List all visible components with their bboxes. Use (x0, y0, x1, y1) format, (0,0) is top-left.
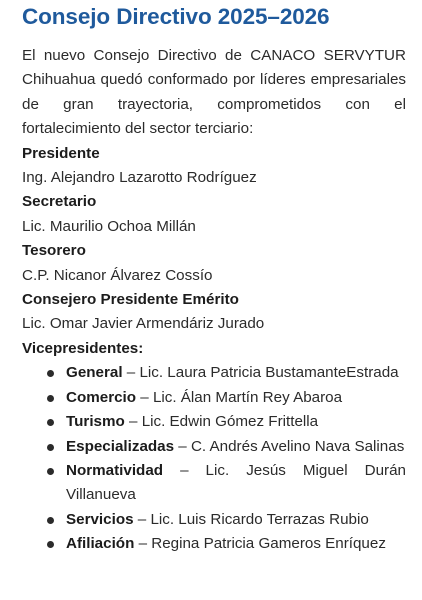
bullet-icon (47, 444, 54, 451)
vice-separator: – (124, 413, 142, 431)
vice-area: Servicios (66, 510, 134, 528)
bullet-icon (47, 541, 54, 548)
bullet-icon (47, 419, 54, 426)
list-item (22, 386, 406, 410)
vice-person: C. Andrés Avelino Nava Salinas (190, 437, 405, 455)
vice-area: Turismo (66, 413, 125, 431)
vice-person: Regina Patricia Gameros Enríquez (151, 535, 386, 553)
list-item (22, 435, 406, 459)
bullet-icon (47, 370, 54, 377)
bullet-icon (47, 468, 54, 475)
vice-presidents-list (22, 361, 406, 556)
role-treasurer: Tesorero (22, 242, 86, 260)
vice-person: Lic. Edwin Gómez Frittella (141, 413, 319, 431)
section-title: Consejo Directivo 2025–2026 (22, 4, 330, 29)
board-positions (22, 142, 406, 337)
vice-separator: – (136, 388, 153, 406)
vice-separator: – (174, 437, 191, 455)
person-treasurer: C.P. Nicanor Álvarez Cossío (22, 266, 213, 284)
vice-person: Lic. Jesús Miguel Durán Villanueva (66, 461, 406, 504)
role-emeritus: Consejero Presidente Emérito (22, 291, 239, 309)
vice-separator: – (134, 535, 152, 553)
vice-area: General (66, 364, 123, 382)
vice-area: Afiliación (66, 535, 135, 553)
bullet-icon (47, 517, 54, 524)
list-item (22, 410, 406, 434)
vice-area: Especializadas (66, 437, 175, 455)
vice-separator: – (133, 510, 151, 528)
vice-area: Comercio (66, 388, 137, 406)
vice-person: Lic. Laura Patricia BustamanteEstrada (139, 364, 399, 382)
person-president: Ing. Alejandro Lazarotto Rodríguez (22, 169, 257, 187)
vice-area: Normatividad (66, 461, 164, 479)
list-item (22, 459, 406, 508)
person-emeritus: Lic. Omar Javier Armendáriz Jurado (22, 315, 265, 333)
role-secretary: Secretario (22, 193, 97, 211)
vice-person: Lic. Luis Ricardo Terrazas Rubio (150, 510, 369, 528)
role-president: Presidente (22, 144, 100, 162)
bullet-icon (47, 395, 54, 402)
list-item (22, 532, 406, 556)
vice-person: Lic. Álan Martín Rey Abaroa (152, 388, 343, 406)
list-item (22, 508, 406, 532)
vice-separator: – (163, 461, 206, 479)
vice-separator: – (122, 364, 140, 382)
article-section (22, 0, 406, 557)
vice-presidents-heading: Vicepresidentes: (22, 339, 144, 357)
list-item (22, 361, 406, 385)
intro-paragraph: El nuevo Consejo Directivo de CANACO SERVYTUR Chihuahua quedó conformado por líderes empresariales de gran trayectoria, comprometidos con el fortalecimiento del sector terciario: (22, 47, 406, 138)
person-secretary: Lic. Maurilio Ochoa Millán (22, 217, 196, 235)
